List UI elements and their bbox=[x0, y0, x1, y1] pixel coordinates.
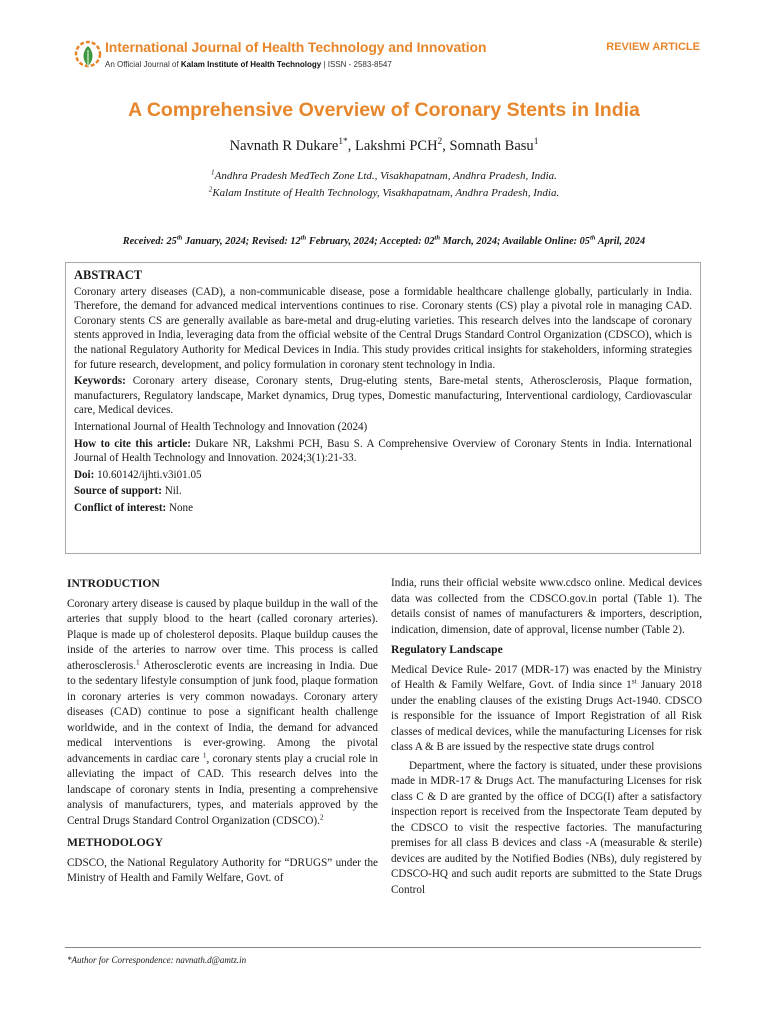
conflict-text: None bbox=[166, 501, 194, 514]
intro-text: Atherosclerotic events are increasing in India. Due to the sedentary lifestyle consumption of junk food, plaque formation in coronary arteries is very common nowadays. Coronary artery diseases (CAD) continue to pose a significant health challenge worldwide, and in the context of India, the demand for advanced medical interventions is ever-growing. Among the pivotal advancements in cardiac care bbox=[67, 659, 378, 765]
received-date: Received: 25 bbox=[122, 236, 177, 247]
date-sup: th bbox=[176, 234, 183, 242]
citation-sup: 2 bbox=[319, 812, 324, 821]
abstract-heading: ABSTRACT bbox=[74, 268, 143, 282]
author-sup: 1 bbox=[533, 137, 539, 148]
methodology-continued: India, runs their official website www.cdsco online. Medical devices data was collected from the CDSCO.gov.in portal (Table 1). The details consist of names of manufacturers & importers, description, indication, dimension, date of approval, license number (Table 2). bbox=[391, 577, 702, 636]
keywords-text: Coronary artery disease, Coronary stents, Drug-eluting stents, Bare-metal stents, Atherosclerosis, Plaque formation, manufacturers, Regulatory landscape, Market dynamics, Drug types, Domestic manufacturing, Interventional cardiology, Cardiovascular care, Medical devices. bbox=[74, 375, 692, 417]
affil-text: Andhra Pradesh MedTech Zone Ltd., Visakhapatnam, Andhra Pradesh, India. bbox=[214, 170, 557, 182]
author-name: Lakshmi PCH bbox=[354, 138, 438, 154]
doi-label: Doi: bbox=[74, 468, 95, 481]
regulatory-paragraph-2: Department, where the factory is situated, under these provisions made in MDR-17 & Drugs Act. The manufacturing Licenses for risk class C & D are granted by the office of DCG(I) after a satisfactory inspection report is received from the Inspectorate Team deputed by the CDSCO to visit the respective factories. The manufacturing premises for all class B devices and class -A (measurable & sterile) devices are audited by the Notified Bodies (NBs), duly registered by CDSCO-HQ and such audit reports are submitted to the State Drugs Control bbox=[391, 759, 702, 896]
author-name: Somnath Basu bbox=[449, 138, 534, 154]
doi-link[interactable]: 10.60142/ijhti.v3i01.05 bbox=[94, 468, 202, 481]
support-label: Source of support: bbox=[74, 485, 162, 498]
journal-line: International Journal of Health Technology and Innovation (2024) bbox=[74, 420, 368, 433]
left-column bbox=[67, 576, 378, 890]
support-text: Nil. bbox=[161, 485, 182, 498]
affiliation-2 bbox=[0, 187, 768, 199]
revised-date: January, 2024; Revised: 12 bbox=[182, 236, 301, 247]
regulatory-paragraph-1 bbox=[391, 663, 702, 756]
online-date-rest: April, 2024 bbox=[595, 236, 646, 247]
citation bbox=[74, 437, 692, 466]
conflict-label: Conflict of interest: bbox=[74, 501, 167, 514]
methodology-paragraph: CDSCO, the National Regulatory Authority for “DRUGS” under the Ministry of Health and Family Welfare, Govt. of bbox=[67, 856, 378, 884]
citation-sup: 1 bbox=[136, 657, 140, 666]
reg-text: Medical Device Rule- 2017 (MDR-17) was enacted by the Ministry of Health & Family Welfare, Govt. of India since 1 bbox=[391, 663, 702, 691]
introduction-heading: INTRODUCTION bbox=[67, 577, 160, 590]
date-sup: th bbox=[434, 234, 441, 242]
source-of-support bbox=[74, 484, 692, 499]
cite-label: How to cite this article: bbox=[74, 437, 191, 450]
article-type-badge: REVIEW ARTICLE bbox=[606, 41, 700, 53]
conflict-of-interest bbox=[74, 501, 692, 516]
journal-logo-icon bbox=[72, 38, 104, 70]
intro-text: Coronary artery disease is caused by plaque buildup in the wall of the arteries that supply blood to the heart (called coronary arteries). Plaque is made up of cholesterol deposits. Plaque buildup causes the inside of the arteries to narrow over time. This process is called atherosclerosis. bbox=[67, 597, 378, 672]
journal-sub-prefix: An Official Journal of bbox=[105, 60, 179, 69]
regulatory-heading: Regulatory Landscape bbox=[391, 643, 503, 656]
cite-text: Dukare NR, Lakshmi PCH, Basu S. A Comprehensive Overview of Coronary Stents in India. International Journal of Health Technology and Innovation. 2024;3(1):21-33. bbox=[74, 437, 692, 465]
affil-text: Kalam Institute of Health Technology, Visakhapatnam, Andhra Pradesh, India. bbox=[212, 187, 560, 199]
doi bbox=[74, 468, 692, 483]
journal-issn: | ISSN - 2583-8547 bbox=[323, 60, 392, 69]
author-name: Navnath R Dukare bbox=[229, 138, 339, 154]
affil-sup: 1 bbox=[211, 168, 215, 177]
article-dates bbox=[0, 236, 768, 247]
journal-subtitle bbox=[105, 60, 392, 69]
author-sup: 2 bbox=[437, 137, 443, 148]
keywords-label: Keywords: bbox=[74, 375, 126, 388]
date-sup: st bbox=[631, 677, 637, 686]
correspondence-note: *Author for Correspondence: navnath.d@amtz.in bbox=[67, 955, 247, 965]
affil-sup: 2 bbox=[208, 185, 213, 194]
date-sup: th bbox=[300, 234, 307, 242]
methodology-heading: METHODOLOGY bbox=[67, 836, 163, 849]
accepted-date: February, 2024; Accepted: 02 bbox=[306, 236, 435, 247]
date-sup: th bbox=[589, 234, 596, 242]
journal-institute: Kalam Institute of Health Technology bbox=[180, 60, 322, 69]
online-date: March, 2024; Available Online: 05 bbox=[440, 236, 590, 247]
reg-text: January 2018 under the enabling clauses of the existing Drugs Act-1940. CDSCO is responsible for the issuance of Import Registration of all Risk classes of medical devices, while the manufacturing Licenses for risk class A & B are issued by the respective state drugs control bbox=[391, 679, 702, 753]
introduction-paragraph bbox=[67, 597, 378, 830]
keywords bbox=[74, 374, 692, 418]
affiliation-1 bbox=[0, 170, 768, 182]
author-list: Navnath R Dukare$^{1*}$, Lakshmi PCH$^2$, Somnath Basu$^1$ bbox=[229, 137, 539, 154]
abstract-box bbox=[65, 262, 701, 554]
article-title: A Comprehensive Overview of Coronary Stents in India bbox=[128, 99, 640, 121]
right-column bbox=[391, 576, 702, 901]
intro-text: , coronary stents play a crucial role in alleviating the impact of CAD. This research delves into the landscape of coronary stents in India, presenting a comprehensive analysis of manufacturers, types, and materials approved by the Central Drugs Standard Control Organization (CDSCO). bbox=[67, 752, 378, 827]
journal-title: International Journal of Health Technology and Innovation bbox=[105, 39, 487, 55]
citation-sup: 1 bbox=[202, 750, 207, 759]
footer-divider bbox=[65, 947, 701, 948]
journal-header bbox=[72, 38, 704, 78]
author-sup: 1* bbox=[338, 137, 348, 148]
abstract-body: Coronary artery diseases (CAD), a non-communicable disease, pose a formidable healthcare challenge globally, particularly in India. Therefore, the demand for advanced medical interventions continues to rise. Coronary stents (CS) play a pivotal role in managing CAD. Coronary stents CS are generally available as bare-metal and drug-eluting varieties. This research delves into the landscape of coronary stents approved in India, leveraging data from the official website of the Central Drugs Standard Control Organization (CDSCO), which is the national Regulatory Authority for Medical Devices in India. This study provides critical insights for stakeholders, informing strategies for future research, development, and policy formulation in coronary stent technology in India. bbox=[74, 285, 692, 371]
